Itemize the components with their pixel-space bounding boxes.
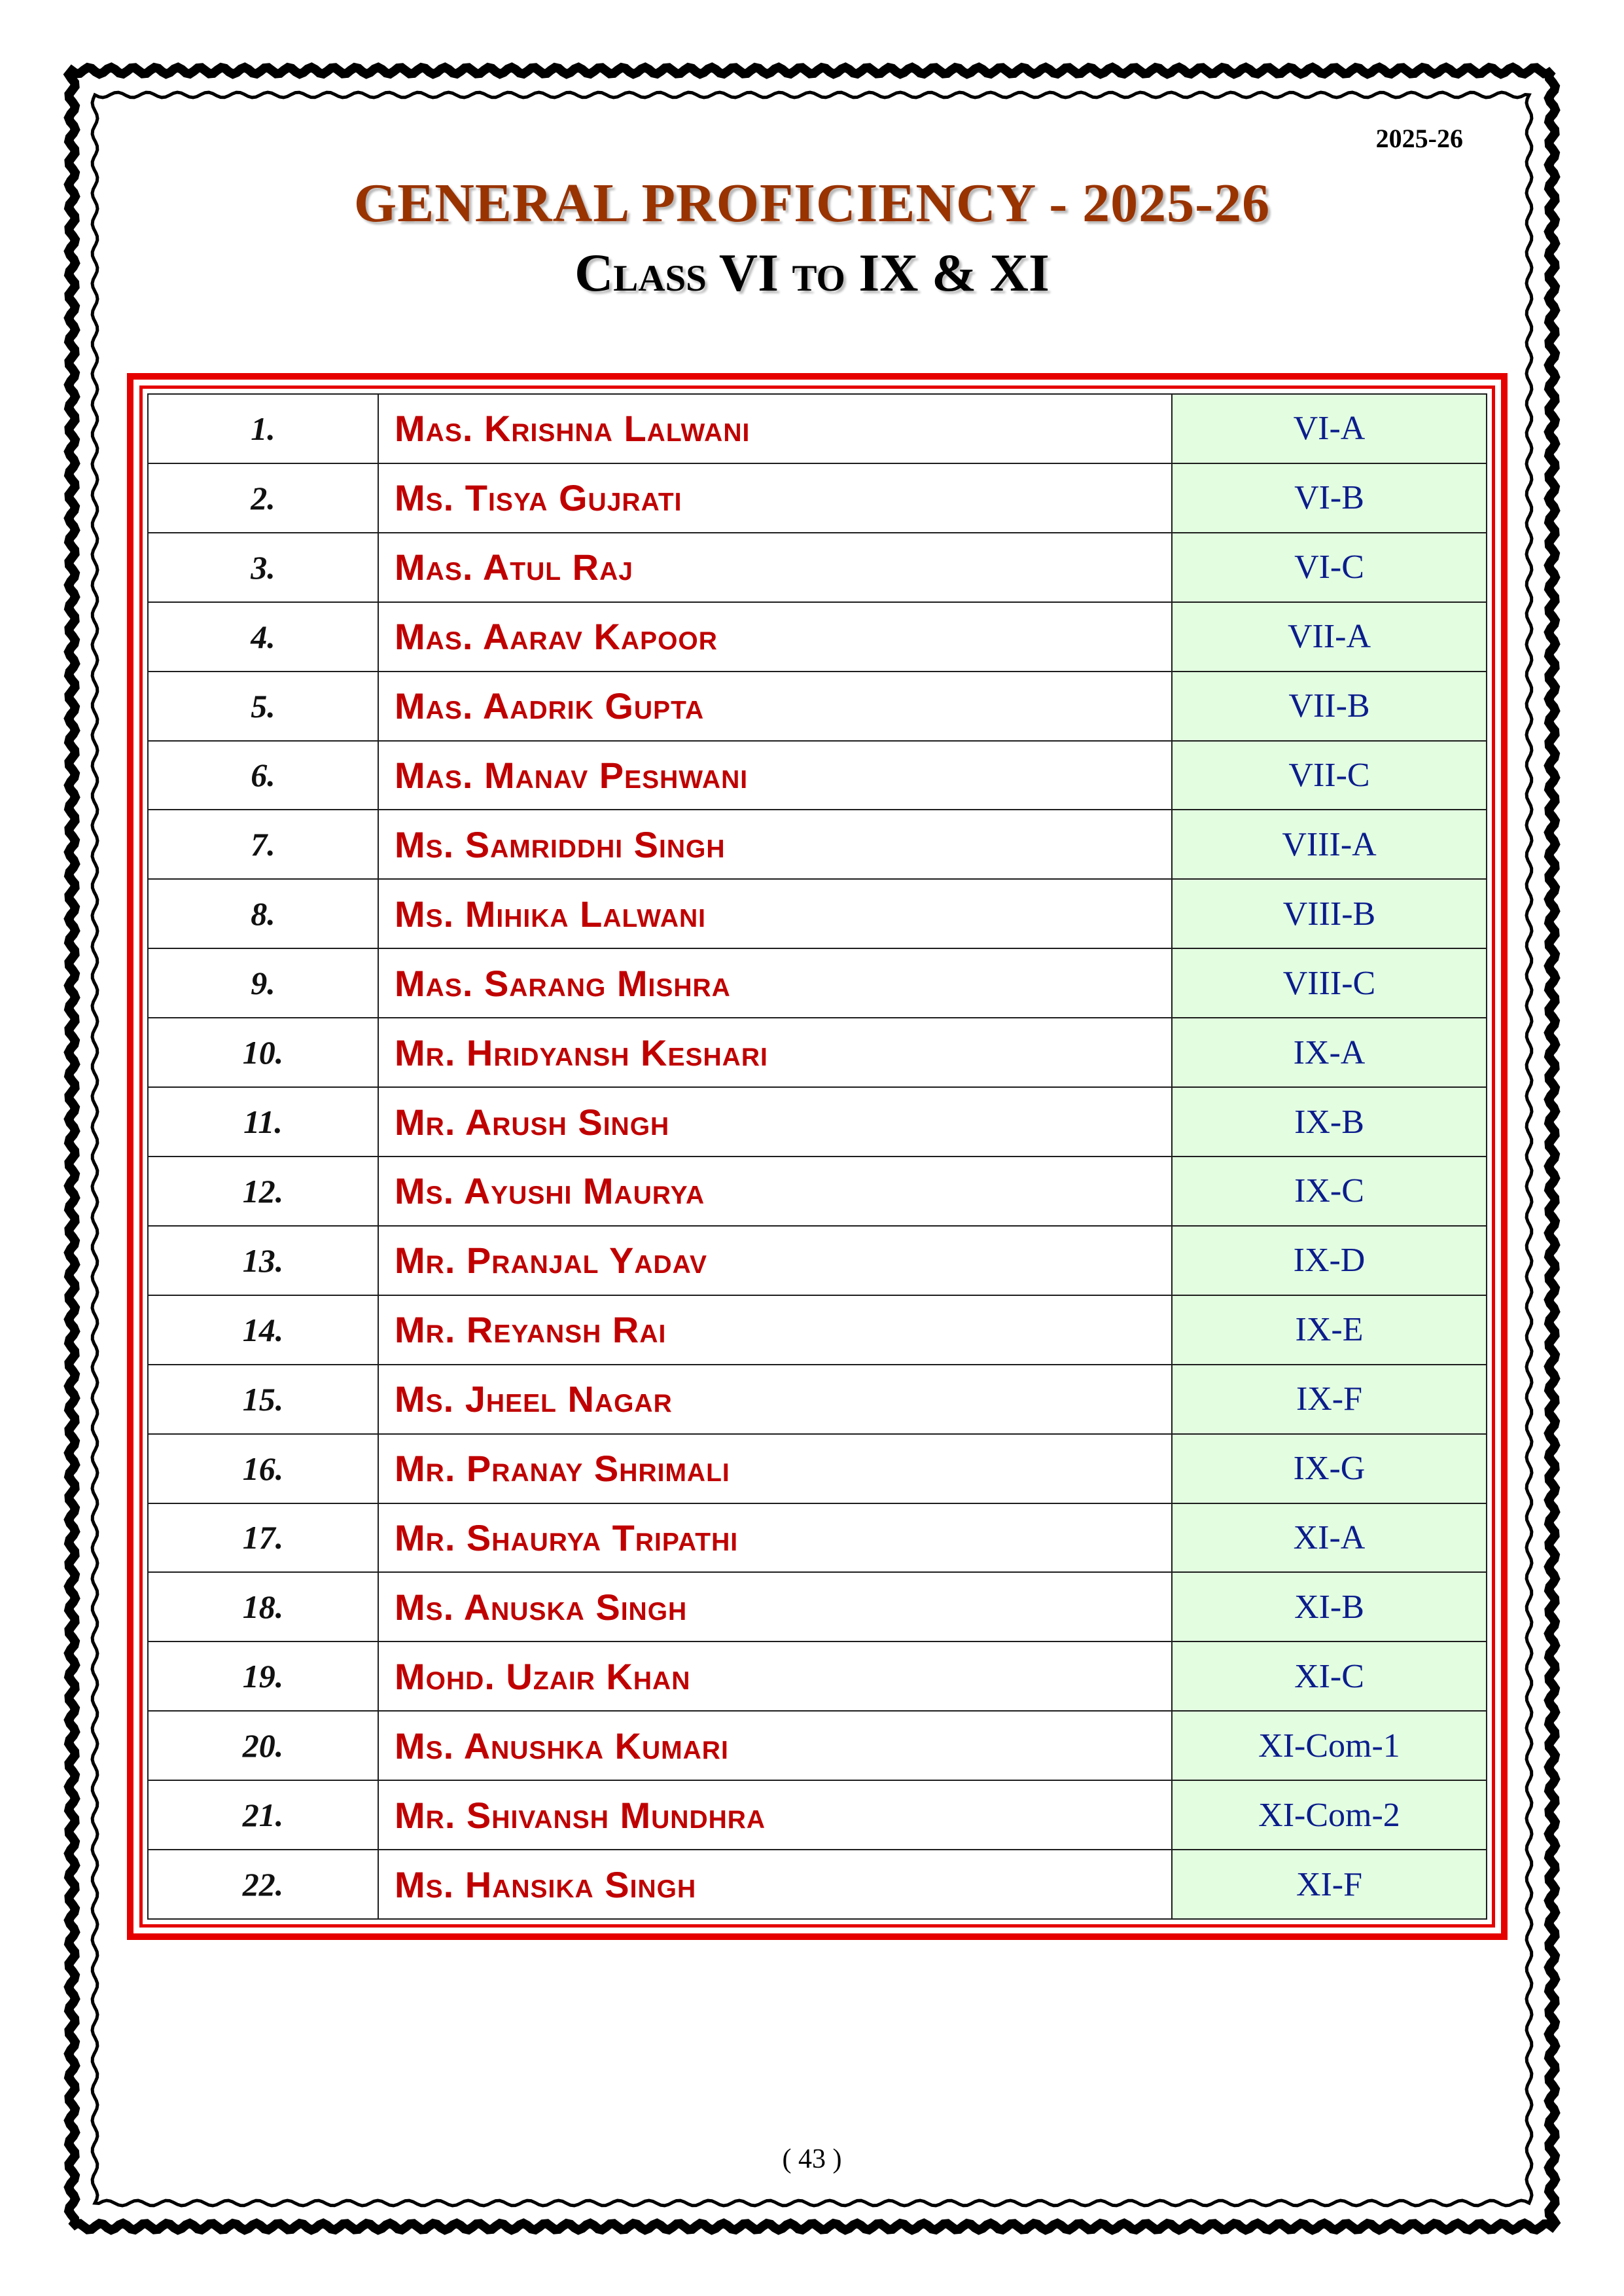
- serial-number-cell: 10.: [148, 1018, 378, 1087]
- table-row: [148, 533, 1487, 602]
- serial-number-cell: 11.: [148, 1087, 378, 1157]
- table-row: [148, 1850, 1487, 1919]
- table-frame: [127, 373, 1508, 1940]
- student-name-cell: Mr. Pranay Shrimali: [378, 1434, 1172, 1503]
- table-row: [148, 1365, 1487, 1434]
- class-section-cell: XI-A: [1172, 1503, 1487, 1573]
- table-row: [148, 1641, 1487, 1711]
- class-section-cell: VII-C: [1172, 741, 1487, 810]
- student-name-cell: Mas. Sarang Mishra: [378, 948, 1172, 1018]
- table-row: [148, 1780, 1487, 1850]
- serial-number-cell: 5.: [148, 672, 378, 741]
- serial-number-cell: 13.: [148, 1226, 378, 1295]
- serial-number-cell: 1.: [148, 394, 378, 463]
- class-section-cell: XI-F: [1172, 1850, 1487, 1919]
- table-row: [148, 1295, 1487, 1365]
- table-body: [148, 394, 1487, 1919]
- page-number: ( 43 ): [782, 2144, 842, 2174]
- table-row: [148, 602, 1487, 672]
- class-section-cell: VIII-B: [1172, 879, 1487, 948]
- student-name-cell: Mr. Reyansh Rai: [378, 1295, 1172, 1365]
- table-row: [148, 1087, 1487, 1157]
- student-name-cell: Mas. Krishna Lalwani: [378, 394, 1172, 463]
- class-section-cell: IX-F: [1172, 1365, 1487, 1434]
- student-name-cell: Ms. Anushka Kumari: [378, 1711, 1172, 1780]
- student-name-cell: Ms. Hansika Singh: [378, 1850, 1172, 1919]
- class-section-cell: XI-C: [1172, 1641, 1487, 1711]
- class-section-cell: VII-B: [1172, 672, 1487, 741]
- serial-number-cell: 16.: [148, 1434, 378, 1503]
- table-row: [148, 1503, 1487, 1573]
- student-name-cell: Mr. Hridyansh Keshari: [378, 1018, 1172, 1087]
- serial-number-cell: 17.: [148, 1503, 378, 1573]
- student-name-cell: Ms. Ayushi Maurya: [378, 1157, 1172, 1226]
- student-name-cell: Ms. Tisya Gujrati: [378, 463, 1172, 533]
- class-section-cell: IX-E: [1172, 1295, 1487, 1365]
- table-row: [148, 948, 1487, 1018]
- student-name-cell: Ms. Mihika Lalwani: [378, 879, 1172, 948]
- table-row: [148, 879, 1487, 948]
- student-name-cell: Mr. Arush Singh: [378, 1087, 1172, 1157]
- class-section-cell: VIII-A: [1172, 810, 1487, 879]
- table-row: [148, 741, 1487, 810]
- student-name-cell: Mohd. Uzair Khan: [378, 1641, 1172, 1711]
- serial-number-cell: 18.: [148, 1572, 378, 1641]
- student-name-cell: Ms. Samriddhi Singh: [378, 810, 1172, 879]
- class-section-cell: XI-B: [1172, 1572, 1487, 1641]
- serial-number-cell: 4.: [148, 602, 378, 672]
- class-section-cell: IX-D: [1172, 1226, 1487, 1295]
- table-row: [148, 463, 1487, 533]
- year-tag: 2025-26: [1375, 124, 1463, 153]
- class-section-cell: VII-A: [1172, 602, 1487, 672]
- serial-number-cell: 12.: [148, 1157, 378, 1226]
- class-section-cell: XI-Com-2: [1172, 1780, 1487, 1850]
- table-row: [148, 1018, 1487, 1087]
- serial-number-cell: 15.: [148, 1365, 378, 1434]
- serial-number-cell: 3.: [148, 533, 378, 602]
- table-row: [148, 1157, 1487, 1226]
- page-subtitle: Class VI to IX & XI: [574, 243, 1050, 302]
- class-section-cell: VI-B: [1172, 463, 1487, 533]
- serial-number-cell: 6.: [148, 741, 378, 810]
- student-name-cell: Mr. Shivansh Mundhra: [378, 1780, 1172, 1850]
- table-row: [148, 672, 1487, 741]
- serial-number-cell: 22.: [148, 1850, 378, 1919]
- class-section-cell: IX-B: [1172, 1087, 1487, 1157]
- class-section-cell: VIII-C: [1172, 948, 1487, 1018]
- student-name-cell: Ms. Jheel Nagar: [378, 1365, 1172, 1434]
- class-section-cell: VI-C: [1172, 533, 1487, 602]
- serial-number-cell: 7.: [148, 810, 378, 879]
- table-row: [148, 1226, 1487, 1295]
- serial-number-cell: 2.: [148, 463, 378, 533]
- serial-number-cell: 14.: [148, 1295, 378, 1365]
- table-row: [148, 1711, 1487, 1780]
- proficiency-table: [147, 393, 1487, 1920]
- serial-number-cell: 19.: [148, 1641, 378, 1711]
- student-name-cell: Mas. Aadrik Gupta: [378, 672, 1172, 741]
- student-name-cell: Mr. Pranjal Yadav: [378, 1226, 1172, 1295]
- serial-number-cell: 8.: [148, 879, 378, 948]
- student-name-cell: Ms. Anuska Singh: [378, 1572, 1172, 1641]
- class-section-cell: XI-Com-1: [1172, 1711, 1487, 1780]
- student-name-cell: Mas. Aarav Kapoor: [378, 602, 1172, 672]
- class-section-cell: VI-A: [1172, 394, 1487, 463]
- table-row: [148, 394, 1487, 463]
- table-row: [148, 1572, 1487, 1641]
- table-row: [148, 810, 1487, 879]
- student-name-cell: Mr. Shaurya Tripathi: [378, 1503, 1172, 1573]
- student-name-cell: Mas. Manav Peshwani: [378, 741, 1172, 810]
- class-section-cell: IX-C: [1172, 1157, 1487, 1226]
- serial-number-cell: 21.: [148, 1780, 378, 1850]
- table-row: [148, 1434, 1487, 1503]
- student-name-cell: Mas. Atul Raj: [378, 533, 1172, 602]
- class-section-cell: IX-A: [1172, 1018, 1487, 1087]
- serial-number-cell: 9.: [148, 948, 378, 1018]
- page-title: GENERAL PROFICIENCY - 2025-26: [353, 173, 1271, 234]
- table-inner-frame: [139, 386, 1495, 1928]
- class-section-cell: IX-G: [1172, 1434, 1487, 1503]
- serial-number-cell: 20.: [148, 1711, 378, 1780]
